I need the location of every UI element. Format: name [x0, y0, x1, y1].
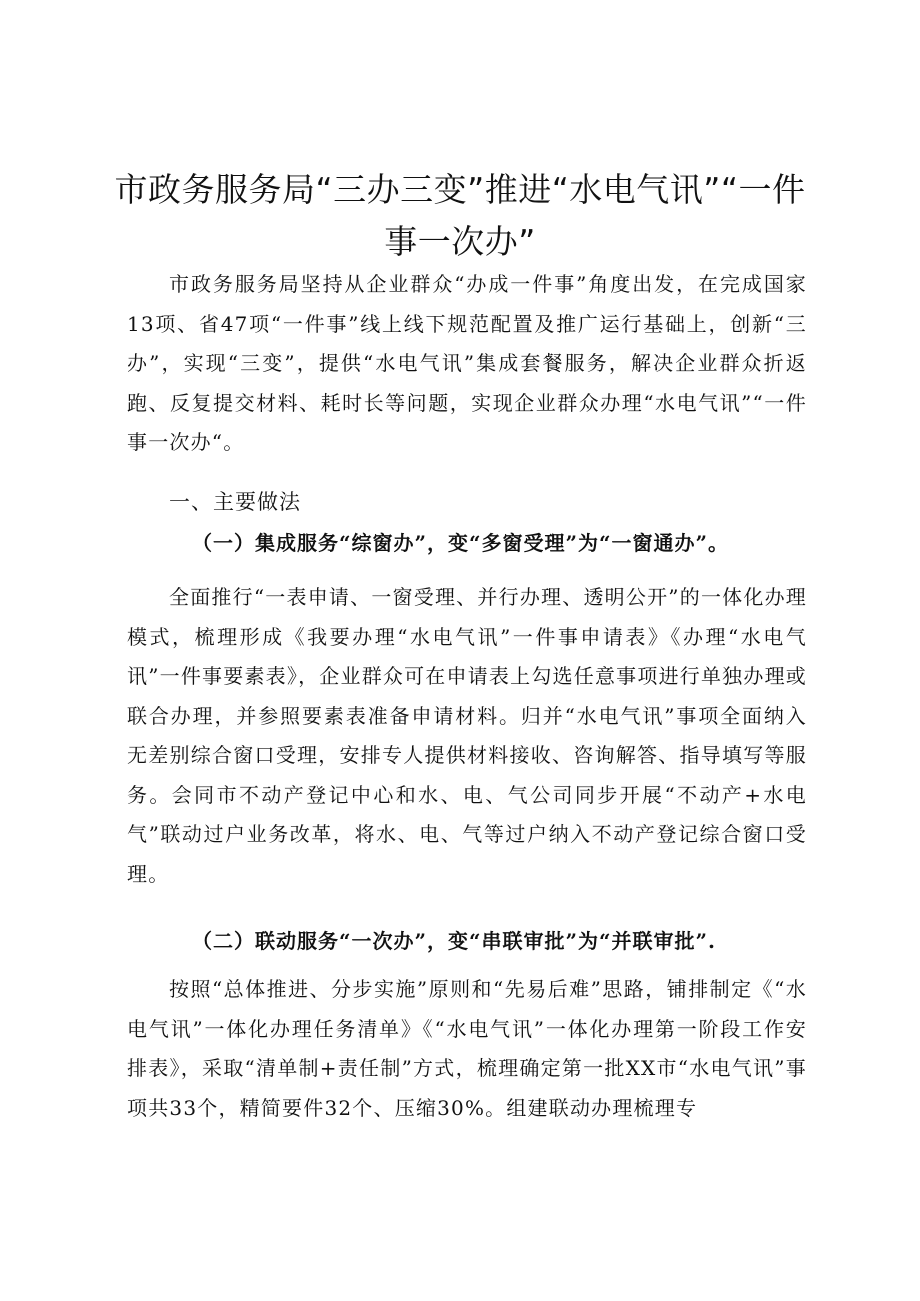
subsection-heading-integrated-service: （一）集成服务“综窗办”，变“多窗受理”为“一窗通办”。	[192, 531, 730, 555]
subsection-heading-linked-service: （二）联动服务“一次办”，变“串联审批”为“并联审批”.	[192, 929, 716, 953]
section-heading-main-practices: 一、主要做法	[169, 490, 301, 514]
subsection-paragraph-linked-service: 按照“总体推进、分步实施”原则和“先易后难”思路，铺排制定《“水电气讯”一体化办理任务清单》《“水电气讯”一体化办理第一阶段工作安排表》，采取“清单制+责任制”方式，梳理确定第一批XX市“水电气讯”事项共33个，精简要件32个、压缩30%。组建联动办理梳理专	[127, 977, 807, 1120]
subsection-paragraph-integrated-service: 全面推行“一表申请、一窗受理、并行办理、透明公开”的一体化办理模式，梳理形成《我要办理“水电气讯”一件事申请表》《办理“水电气讯”一件事要素表》，企业群众可在申请表上勾选任意事项进行单独办理或联合办理，并参照要素表准备申请材料。归并“水电气讯”事项全面纳入无差别综合窗口受理，安排专人提供材料接收、咨询解答、指导填写等服务。会同市不动产登记中心和水、电、气公司同步开展“不动产+水电气”联动过户业务改革，将水、电、气等过户纳入不动产登记综合窗口受理。	[127, 585, 807, 886]
document-title: 市政务服务局“三办三变”推进“水电气讯”“一件事一次办”	[114, 170, 806, 261]
intro-paragraph: 市政务服务局坚持从企业群众“办成一件事”角度出发，在完成国家13项、省47项“一件事”线上线下规范配置及推广运行基础上，创新“三办”，实现“三变”，提供“水电气讯”集成套餐服务，解决企业群众折返跑、反复提交材料、耗时长等问题，实现企业群众办理“水电气讯”“一件事一次办“。	[127, 272, 807, 454]
